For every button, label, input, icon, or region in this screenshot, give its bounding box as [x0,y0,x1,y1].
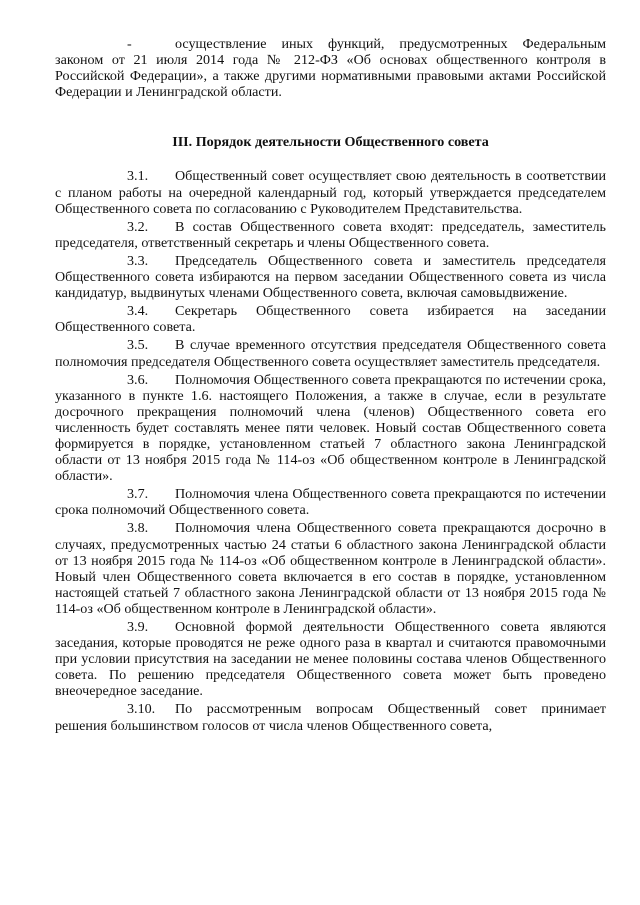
clause-text: Общественный совет осуществляет свою деятельность в соответствии с планом работы на очередной календарный год, который утверждается председателем Общественного совета по согласованию с Руководителем Представительства. [55,168,606,217]
intro-list-item [55,36,606,100]
clause-3-1 [55,168,606,216]
clause-3-8 [55,520,606,617]
clause-3-10 [55,701,606,733]
clause-text: В случае временного отсутствия председателя Общественного совета полномочия председателя Общественного совета осуществляет заместитель председателя. [55,337,606,370]
clause-3-5 [55,337,606,369]
clause-number: 3.6. [127,371,149,388]
clause-number: 3.8. [127,520,149,537]
clause-text: Председатель Общественного совета и заместитель председателя Общественного совета избираются на первом заседании Общественного совета из числа кандидатур, выдвинутых членами Общественного совета, включая самовыдвижение. [55,252,606,302]
clause-number: 3.10. [127,701,156,718]
clause-3-2 [55,219,606,251]
clause-text: Полномочия члена Общественного совета прекращаются по истечении срока полномочий Общественного совета. [55,486,606,519]
clause-number: 3.3. [127,252,149,269]
clause-3-6 [55,372,606,485]
clause-3-3 [55,253,606,301]
clause-3-9 [55,619,606,699]
clause-text: Секретарь Общественного совета избирается на заседании Общественного совета. [55,303,606,336]
clause-text: Полномочия Общественного совета прекращаются по истечении срока, указанного в пункте 1.6. настоящего Положения, а также в случае, если в результате досрочного прекращения полномочий члена (членов) Общественного совета его численность будет составлять менее пяти человек. Новый состав Общественного совета формируется в порядке, установленном статьей 7 областного закона Ленинградской области от 13 ноября 2015 года № 114-оз «Об общественном контроле в Ленинградской области». [55,371,606,485]
clause-number: 3.2. [127,218,149,235]
clause-text: По рассмотренным вопросам Общественный совет принимает решения большинством голосов от числа членов Общественного совета, [55,701,606,734]
clause-3-7 [55,486,606,518]
clause-text: Основной формой деятельности Общественного совета являются заседания, которые проводятся не реже одного раза в квартал и считаются правомочными при условии присутствия на заседании не менее половины состава членов Общественного совета. По решению председателя Общественного совета может быть проведено внеочередное заседание. [55,619,606,700]
clause-number: 3.9. [127,619,149,635]
clause-text: В состав Общественного совета входят: председатель, заместитель председателя, ответственный секретарь и члены Общественного совета. [55,218,606,251]
list-dash-marker: - [127,36,132,52]
clause-number: 3.1. [127,168,149,185]
clause-number: 3.7. [127,486,149,503]
section-heading: III. Порядок деятельности Общественного совета [172,134,489,151]
clause-number: 3.5. [127,337,149,354]
intro-list-item-text: осуществление иных функций, предусмотренных Федеральным законом от 21 июля 2014 года № 212-ФЗ «Об основах общественного контроля в Российской Федерации», а также другими нормативными правовыми актами Российской Федерации и Ленинградской области. [55,36,606,101]
clause-text: Полномочия члена Общественного совета прекращаются досрочно в случаях, предусмотренных частью 24 статьи 6 областного закона Ленинградской области от 13 ноября 2015 года № 114-оз «Об общественном контроле в Ленинградской области». Новый член Общественного совета включается в его состав в порядке, установленном настоящей статьей 7 областного закона Ленинградской области от 13 ноября 2015 года № 114-оз «Об общественном контроле в Ленинградской области». [55,520,606,617]
clause-number: 3.4. [127,303,149,320]
clause-3-4 [55,303,606,335]
